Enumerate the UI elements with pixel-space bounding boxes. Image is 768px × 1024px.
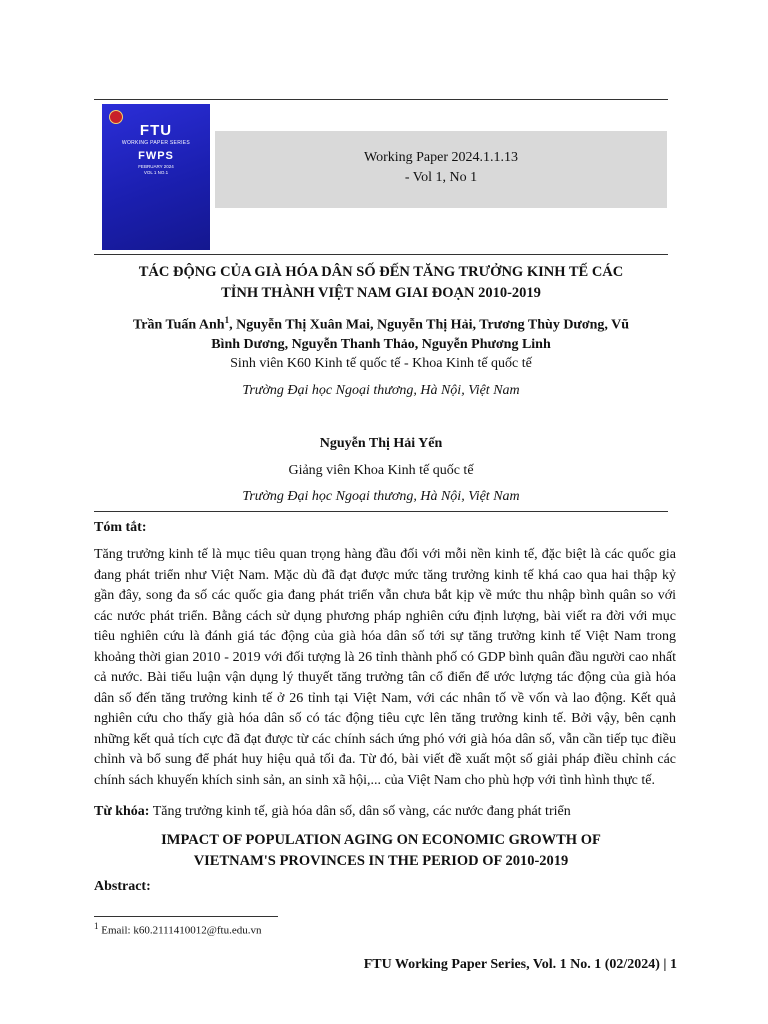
- abstract-en-label: Abstract:: [94, 879, 151, 894]
- top-rule: [94, 99, 668, 100]
- footnote-rule: [94, 916, 278, 917]
- keywords: [94, 804, 678, 820]
- footnote-mark: 1: [94, 921, 99, 931]
- lecturer-affiliation: Giảng viên Khoa Kinh tế quốc tế: [288, 463, 474, 478]
- cover-brand: FTU: [139, 122, 173, 139]
- student-institution: Trường Đại học Ngoại thương, Hà Nội, Việt Nam: [242, 383, 520, 398]
- cover-date: FEBRUARY 2024: [138, 164, 174, 169]
- abstract-vn-label: Tóm tắt:: [94, 520, 147, 535]
- cover-short: FWPS: [138, 150, 174, 162]
- lecturer-name: Nguyễn Thị Hải Yến: [319, 436, 443, 451]
- header-rule: [94, 254, 668, 255]
- lecturer-institution: Trường Đại học Ngoại thương, Hà Nội, Việt Nam: [242, 489, 520, 504]
- cover-image: [102, 104, 210, 250]
- working-paper-volume: - Vol 1, No 1: [404, 170, 478, 185]
- keywords-label: Từ khóa:: [94, 804, 150, 819]
- footnote-marker: 1: [224, 315, 230, 325]
- working-paper-number: Working Paper 2024.1.1.13: [363, 150, 519, 165]
- abstract-vn-body: Tăng trưởng kinh tế là mục tiêu quan trọng hàng đầu đối với mỗi nền kinh tế, đặc biệt là các quốc gia đang phát triển như Việt Nam. Mặc dù đã đạt được mức tăng trưởng kinh tế khá cao qua hai thập kỷ gần đây, song đa số các quốc gia đang phát triển vẫn chưa bắt kịp về mức thu nhập bình quân so với các nước phát triển. Bằng cách sử dụng phương pháp nghiên cứu định lượng, bài viết ra đời với mục tiêu nghiên cứu là đánh giá tác động của già hóa dân số tới sự tăng trưởng kinh tế Việt Nam trong khoảng thời gian 2010 - 2019 với đối tượng là 26 tỉnh thành phố có GDP bình quân đầu người cao nhất cả nước. Bài tiểu luận vận dụng lý thuyết tăng trưởng tân cổ điển để ước lượng tác động của già hóa dân số đến tăng trưởng kinh tế ở 26 tỉnh tại Việt Nam, với các nhân tố về vốn và lao động. Kết quả nghiên cứu cho thấy già hóa dân số có tác động tiêu cực lên tăng trưởng kinh tế. Bởi vậy, bên cạnh những kết quả tích cực đã đạt được từ các chính sách ứng phó với già hóa dân số, vẫn cần tiếp tục điều chỉnh và bổ sung để phát huy hiệu quả tối đa. Từ đó, bài viết đề xuất một số giải pháp điều chỉnh các chính sách khuyến khích sinh sản, an sinh xã hội,... của Việt Nam cho phù hợp với tình hình thực tế.: [94, 547, 676, 788]
- page-footer: FTU Working Paper Series, Vol. 1 No. 1 (02/2024) | 1: [363, 957, 677, 972]
- keywords-text: Tăng trưởng kinh tế, già hóa dân số, dân số vàng, các nước đang phát triển: [149, 804, 571, 819]
- authors-line2: Bình Dương, Nguyễn Thanh Thảo, Nguyễn Phương Linh: [211, 336, 551, 352]
- footnote: [94, 921, 262, 937]
- title-vn-line2: TỈNH THÀNH VIỆT NAM GIAI ĐOẠN 2010-2019: [221, 285, 541, 301]
- working-paper-box: [215, 131, 667, 208]
- title-en-line2: VIETNAM'S PROVINCES IN THE PERIOD OF 2010-2019: [193, 853, 569, 869]
- footnote-email: Email: k60.2111410012@ftu.edu.vn: [98, 924, 262, 937]
- title-en-line1: IMPACT OF POPULATION AGING ON ECONOMIC GROWTH OF: [161, 832, 601, 848]
- student-affiliation: Sinh viên K60 Kinh tế quốc tế - Khoa Kinh tế quốc tế: [230, 356, 532, 371]
- authors-line1: [94, 311, 668, 335]
- abstract-rule: [94, 511, 668, 512]
- first-author: Trần Tuấn Anh: [132, 317, 225, 333]
- author-list: [94, 311, 668, 354]
- cover-series: WORKING PAPER SERIES: [121, 140, 191, 146]
- authors-line1-rest: , Nguyễn Thị Xuân Mai, Nguyễn Thị Hải, Trương Thùy Dương, Vũ: [229, 317, 630, 333]
- title-vn-line1: TÁC ĐỘNG CỦA GIÀ HÓA DÂN SỐ ĐẾN TĂNG TRƯỞNG KINH TẾ CÁC: [138, 264, 624, 280]
- title-vietnamese: [94, 262, 668, 304]
- title-english: [94, 830, 668, 872]
- cover-vol: VOL 1 NO.1: [143, 170, 169, 175]
